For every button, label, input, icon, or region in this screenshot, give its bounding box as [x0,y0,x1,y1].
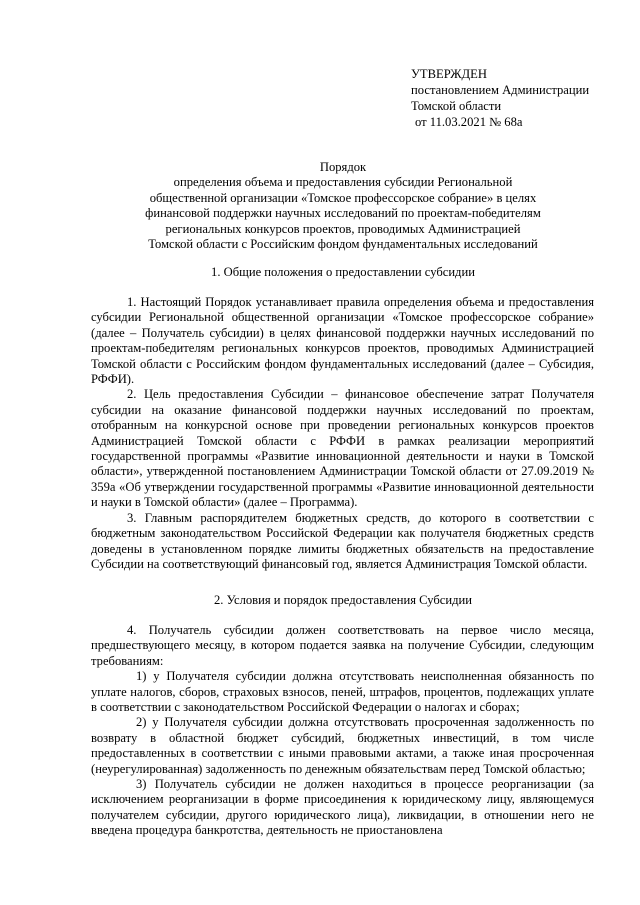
title-line5: региональных конкурсов проектов, проводимых Администрацией [165,221,521,236]
paragraph-4-item-1: 1) у Получателя субсидии должна отсутствовать неисполненная обязанность по уплате налогов, сборов, страховых взносов, пеней, штрафов, процентов, подлежащих уплате в соответствии с законодательством Российской Федерации о налогах и сборах; [91,669,594,715]
title-line2: определения объема и предоставления субсидии Региональной [173,175,513,190]
section1-heading: 1. Общие положения о предоставлении субсидии [211,265,475,279]
paragraph-4-item-3: 3) Получатель субсидии не должен находиться в процессе реорганизации (за исключением реорганизации в форме присоединения к юридическому лицу, являющемуся получателем субсидии, другого юридического лица), ликвидации, в отношении него не введена процедура банкротства, деятельность не приостановлена [91,777,594,838]
paragraph-1: 1. Настоящий Порядок устанавливает правила определения объема и предоставления субсидии Региональной общественной организации «Томское профессорское собрание» (далее – Получатель субсидии) в целях финансовой поддержки научных исследований по проектам-победителям региональных конкурсов проектов, проводимых Администрацией Томской области с Российским фондом фундаментальных исследований (далее – Субсидия, РФФИ). [91,295,594,387]
approval-stamp-line2: постановлением Администрации [411,83,590,97]
title-line3: общественной организации «Томское профессорское собрание» в целях [149,190,537,205]
approval-stamp-line1: УТВЕРЖДЕН [411,67,487,81]
title-line1: Порядок [319,160,367,174]
paragraph-4-item-2: 2) у Получателя субсидии должна отсутствовать просроченная задолженность по возврату в областной бюджет субсидий, бюджетных инвестиций, в том числе предоставленных в соответствии с иными правовыми актами, а также иная просроченная (неурегулированная) задолженность по денежным обязательствам перед Томской областью; [91,715,594,776]
section2-heading: 2. Условия и порядок предоставления Субсидии [213,593,472,607]
paragraph-4: 4. Получатель субсидии должен соответствовать на первое число месяца, предшествующего месяцу, в котором подается заявка на получение Субсидии, следующим требованиям: [91,623,594,668]
approval-stamp [411,66,631,130]
section1-body [91,295,594,572]
paragraph-2: 2. Цель предоставления Субсидии – финансовое обеспечение затрат Получателя субсидии на оказание финансовой поддержки научных исследований по проектам, отобранным на конкурсной основе при проведении региональных конкурсов проектов Администрацией Томской области с РФФИ в рамках реализации мероприятий государственной программы «Развитие инновационной деятельности и науки в Томской области», утвержденной постановлением Администрации Томской области от 27.09.2019 № 359а «Об утверждении государственной программы «Развитие инновационной деятельности и науки в Томской области» (далее – Программа). [91,387,594,510]
document-title [60,160,626,252]
section2-body [91,623,594,839]
approval-stamp-line3: Томской области [411,99,502,113]
title-line4: финансовой поддержки научных исследований по проектам-победителям [145,206,541,221]
paragraph-3: 3. Главным распорядителем бюджетных средств, до которого в соответствии с бюджетным законодательством Российской Федерации как получателя бюджетных средств доведены в установленном порядке лимиты бюджетных обязательств на предоставление Субсидии на соответствующий финансовый год, является Администрация Томской области. [91,510,594,571]
approval-stamp-line4: от 11.03.2021 № 68а [415,115,523,129]
title-line6: Томской области с Российским фондом фундаментальных исследований [148,237,538,252]
